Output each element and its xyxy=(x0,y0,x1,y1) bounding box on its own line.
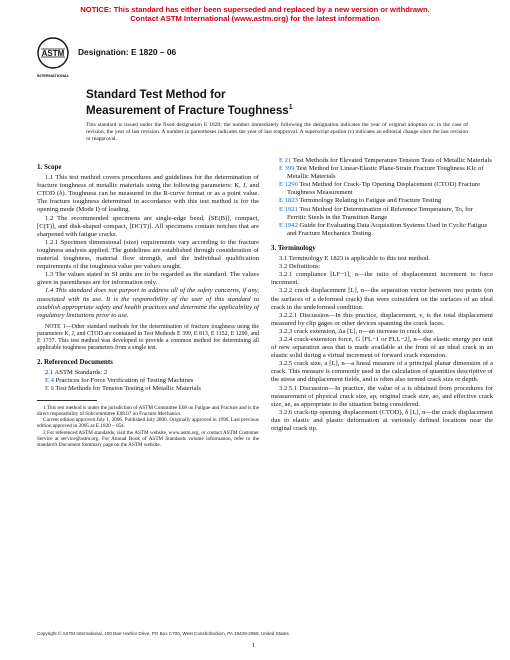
ref-item: E 1942 Guide for Evaluating Data Acquisition Systems Used in Cyclic Fatigue and Fracture Mechanics Testing xyxy=(279,221,488,237)
title-line-2: Measurement of Fracture Toughness$^1$ xyxy=(86,103,293,117)
scope-heading: 1. Scope xyxy=(37,163,62,171)
para-3-2-5: 3.2.5 crack size, a [L], n—a lineal measure of a principal planar dimension of a crack. This measure is commonly used in the calculation of quantities descriptive of the stress and displacement fields, and is often also termed crack size or depth. xyxy=(271,360,493,384)
ref-item: E 21 Test Methods for Elevated Temperature Tension Tests of Metallic Materials xyxy=(279,157,492,164)
para-1-1: 1.1 This test method covers procedures and guidelines for the determination of fracture toughness of metallic materials using the following parameters: K, J, and CTOD (δ). Toughness can be measured in the R-curve format or as a point value. The fracture toughness determined in accordance with this test method is for the opening mode (Mode I) of loading. xyxy=(37,174,259,214)
notice-banner xyxy=(0,5,510,24)
para-2-1: 2.1 ASTM Standards: 2 xyxy=(45,369,108,377)
ref-link[interactable]: E 21 xyxy=(279,157,292,164)
title-line-1: Standard Test Method for xyxy=(86,88,226,101)
para-1-2: 1.2 The recommended specimens are single-edge bend, [SE(B)], compact, [C(T)], and disk-shaped compact, [DC(T)]. All specimens contain notches that are sharpened with fatigue cracks. xyxy=(37,214,259,238)
para-1-4: 1.4 This standard does not purport to address all of the safety concerns, if any, associated with its use. It is the responsibility of the user of this standard to establish appropriate safety and health practices and determine the applicability of regulatory limitations prior to use. xyxy=(37,287,259,319)
para-3-2-2: 3.2.2 crack displacement [L], n—the separation vector between two points (on the surfaces of a deformed crack) that were coincident on the surfaces of an ideal crack in the undeformed condition. xyxy=(271,287,493,311)
ref-link[interactable]: E 1942 xyxy=(279,221,298,229)
ref-item: E 1290 Test Method for Crack-Tip Opening Displacement (CTOD) Fracture Toughness Measurement xyxy=(279,181,481,197)
document-title xyxy=(86,88,293,117)
astm-logo xyxy=(36,36,70,80)
copyright-footer: Copyright © ASTM International, 100 Barr Harbor Drive, PO Box C700, West Conshohocken, PA 19428-2959, United States. xyxy=(37,631,290,636)
designation: Designation: E 1820 – 06 xyxy=(78,47,177,57)
svg-text:ASTM: ASTM xyxy=(41,49,65,58)
ref-link[interactable]: E 1823 xyxy=(279,197,298,205)
ref-e8-link[interactable]: E 8 xyxy=(45,385,54,393)
para-3-2-1: 3.2.1 compliance [LF−1], n—the ratio of displacement increment to force increment. xyxy=(271,271,493,287)
ref-item: E 399 Test Method for Linear-Elastic Plane-Strain Fracture Toughness KIc of Metallic Materials xyxy=(279,165,484,181)
intro-paragraph: This standard is issued under the fixed designation E 1820; the number immediately following the designation indicates the year of original adoption or, in the case of revision, the year of last revision. A number in parentheses indicates the year of last reapproval. A superscript epsilon (ε) indicates an editorial change since the last revision or reapproval. xyxy=(86,122,468,142)
footnote-2: 2 For referenced ASTM standards, visit the ASTM website, www.astm.org, or contact ASTM Customer Service at service@astm.org. For Annual Book of ASTM Standards volume information, refer to the standard's Document Summary page on the ASTM website. xyxy=(37,429,259,449)
para-1-3: 1.3 The values stated in SI units are to be regarded as the standard. The values given in parentheses are for information only. xyxy=(37,271,259,287)
ref-e8: E 8 Test Methods for Tension Testing of Metallic Materials xyxy=(45,385,201,393)
para-3-1: 3.1 Terminology E 1823 is applicable to this test method. xyxy=(279,255,430,263)
page-number: 1 xyxy=(252,642,256,649)
terminology-heading: 3. Terminology xyxy=(271,243,316,252)
para-3-2-2-1: 3.2.2.1 Discussion—In this practice, displacement, v, is the total displacement measured by clip gages or other devices spanning the crack faces. xyxy=(271,311,493,327)
para-3-2-5-1: 3.2.5.1 Discussion—In practice, the value of a is obtained from procedures for measurement of physical crack size, ap, original crack size, ao, and effective crack size, ae, as appropriate to the situation being considered. xyxy=(271,384,493,408)
notice-line-2: Contact ASTM International (www.astm.org) for the latest information xyxy=(130,14,380,24)
footnote-1b: Current edition approved July 1, 2006. Published July 2006. Originally approved in 1996. Last previous edition approved in 2005 as E 1820 – 05a. xyxy=(37,417,259,430)
ref-e4: E 4 Practices for Force Verification of Testing Machines xyxy=(45,377,194,385)
para-3-2-3: 3.2.3 crack extension, Δa [L], n—an increase in crack size. xyxy=(279,327,435,335)
footnote-divider xyxy=(37,400,97,401)
note-1: NOTE 1—Other standard methods for the determination of fracture toughness using the parameters K, J, and CTOD are contained in Test Methods E 399, E 813, E 1152, E 1290, and E 1737. This test method was developed to provide a common method for determining all applicable toughness parameters from a single test. xyxy=(37,323,259,352)
right-column xyxy=(271,157,493,433)
para-1-2-1: 1.2.1 Specimen dimensional (size) requirements vary according to the fracture toughness analysis applied. The guidelines are established through consideration of material toughness, material flow strength, and the individual qualification requirements of the toughness value per values sought. xyxy=(37,238,259,271)
ref-item: E 1921 Test Method for Determination of Reference Temperature, To, for Ferritic Steels in the Transition Range xyxy=(279,205,473,221)
ref-link[interactable]: E 1290 xyxy=(279,181,298,189)
ref-link[interactable]: E 1921 xyxy=(279,205,298,213)
ref-e4-link[interactable]: E 4 xyxy=(45,377,54,385)
ref-item: E 1823 Terminology Relating to Fatigue and Fracture Testing xyxy=(279,197,442,205)
title-footnote-mark: 1 xyxy=(288,104,293,111)
para-3-2-4: 3.2.4 crack-extension force, G [FL−1 or FLL−2], n—the elastic energy per unit of new separation area that is made available at the front of an ideal crack in an elastic solid during a virtual increment of forward crack extension. xyxy=(271,335,493,360)
notice-line-1: NOTICE: This standard has either been superseded and replaced by a new version or withdrawn. xyxy=(80,5,430,14)
footnote-1: 1 This test method is under the jurisdiction of ASTM Committee E08 on Fatigue and Fracture and is the direct responsibility of Subcommittee E08.07 on Fracture Mechanics. xyxy=(37,404,259,417)
para-3-2: 3.2 Definitions: xyxy=(279,263,321,271)
referenced-documents-heading: 2. Referenced Documents xyxy=(37,358,113,367)
left-column xyxy=(37,157,259,449)
para-3-2-6: 3.2.6 crack-tip opening displacement (CTOD), δ [L], n—the crack displacement due to elastic and plastic deformation at variously defined locations near the original crack tip. xyxy=(271,408,493,432)
ref-link[interactable]: E 399 xyxy=(279,165,295,173)
svg-text:INTERNATIONAL: INTERNATIONAL xyxy=(36,73,70,78)
